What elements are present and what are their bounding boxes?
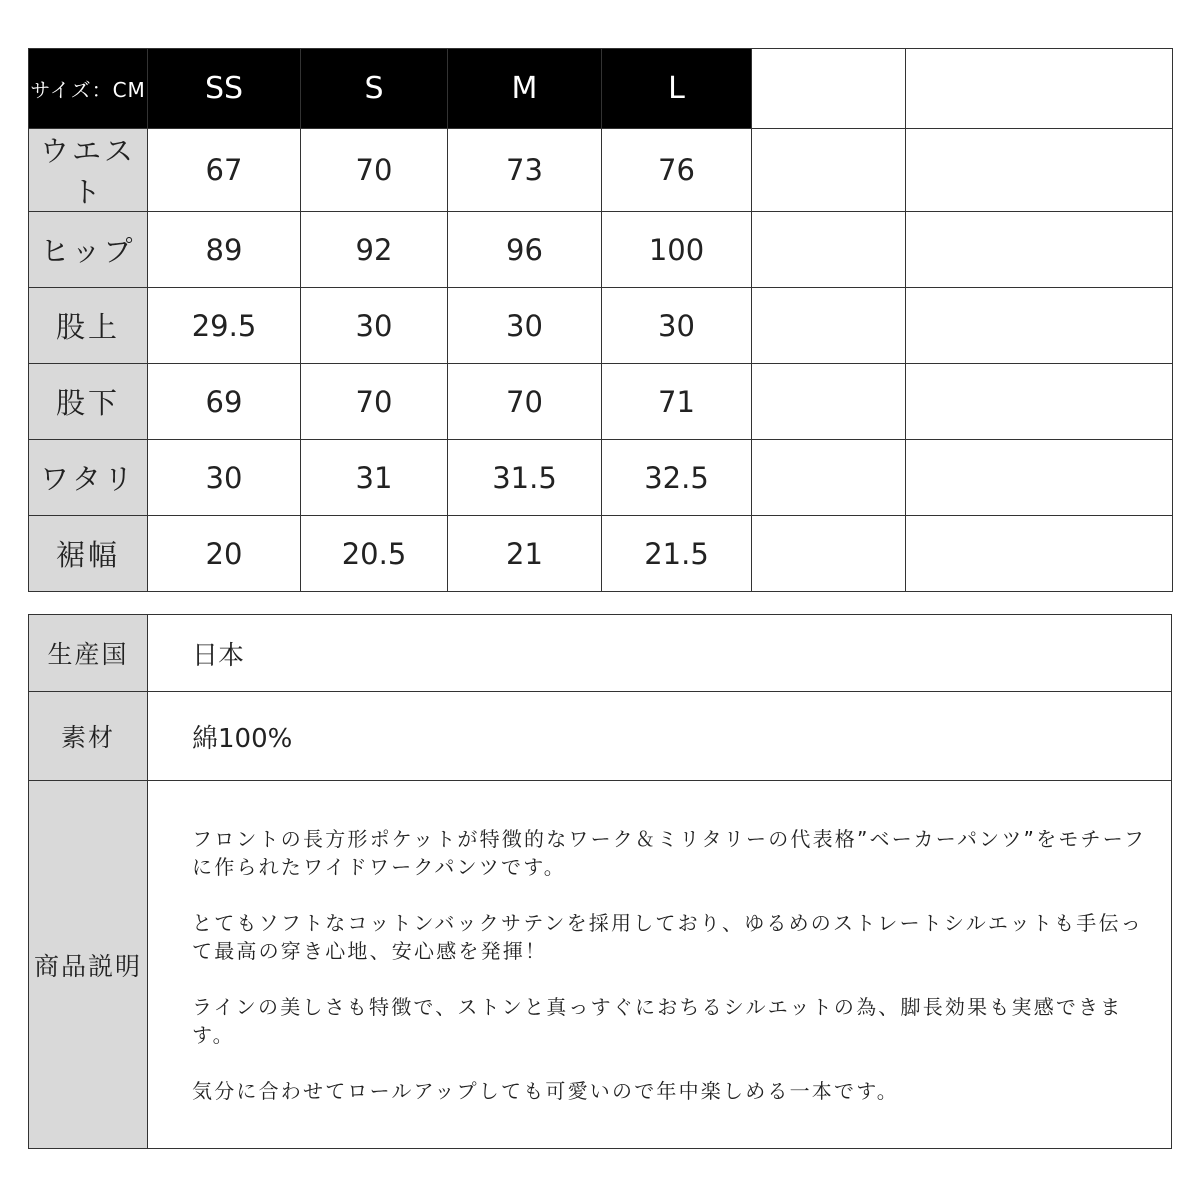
table-cell: 96 [448,212,602,288]
table-row [29,212,1173,288]
size-m-header: M [448,49,602,129]
origin-label: 生産国 [29,615,148,692]
row-label: 裾幅 [29,516,148,592]
table-row [29,288,1173,364]
table-cell: 20 [148,516,301,592]
table-cell: 31.5 [448,440,602,516]
empty-cell [906,288,1173,364]
size-header-row [29,49,1173,129]
origin-row [29,615,1172,692]
row-label: ヒップ [29,212,148,288]
table-cell: 76 [602,129,752,212]
table-cell: 30 [602,288,752,364]
empty-cell [752,212,906,288]
description-label: 商品説明 [29,781,148,1149]
table-cell: 30 [301,288,448,364]
row-label: 股上 [29,288,148,364]
row-label: ウエスト [29,129,148,212]
table-cell: 67 [148,129,301,212]
table-cell: 70 [448,364,602,440]
row-label: ワタリ [29,440,148,516]
empty-cell [752,129,906,212]
description-paragraph: 気分に合わせてロールアップしても可愛いので年中楽しめる一本です。 [192,1078,899,1103]
empty-cell [906,516,1173,592]
description-text [148,781,1172,1149]
empty-cell [906,364,1173,440]
material-label: 素材 [29,692,148,781]
description-paragraph: フロントの長方形ポケットが特徴的なワーク＆ミリタリーの代表格”ベーカーパンツ”をモチーフに作られたワイドワークパンツです。 [192,826,1147,879]
empty-cell [906,49,1173,129]
description-paragraph: ラインの美しさも特徴で、ストンと真っすぐにおちるシルエットの為、脚長効果も実感できます。 [192,994,1123,1047]
table-row [29,440,1173,516]
table-cell: 71 [602,364,752,440]
table-cell: 70 [301,129,448,212]
size-ss-header: SS [148,49,301,129]
size-chart-table [28,48,1173,592]
table-cell: 29.5 [148,288,301,364]
table-cell: 21 [448,516,602,592]
empty-cell [752,288,906,364]
description-row [29,781,1172,1149]
size-l-header: L [602,49,752,129]
table-row [29,364,1173,440]
table-cell: 69 [148,364,301,440]
empty-cell [752,516,906,592]
table-cell: 92 [301,212,448,288]
table-cell: 20.5 [301,516,448,592]
empty-cell [906,440,1173,516]
table-cell: 100 [602,212,752,288]
table-cell: 32.5 [602,440,752,516]
material-row [29,692,1172,781]
table-cell: 21.5 [602,516,752,592]
origin-value: 日本 [148,615,1172,692]
size-s-header: S [301,49,448,129]
empty-cell [752,364,906,440]
table-cell: 70 [301,364,448,440]
empty-cell [906,129,1173,212]
material-value: 綿100% [148,692,1172,781]
table-cell: 73 [448,129,602,212]
table-cell: 30 [148,440,301,516]
description-paragraph: とてもソフトなコットンバックサテンを採用しており、ゆるめのストレートシルエットも手伝って最高の穿き心地、安心感を発揮！ [192,910,1143,963]
size-unit-label: サイズ：CM [29,49,148,129]
empty-cell [752,49,906,129]
empty-cell [906,212,1173,288]
table-cell: 30 [448,288,602,364]
product-info-table [28,614,1172,1149]
row-label: 股下 [29,364,148,440]
table-cell: 31 [301,440,448,516]
table-row [29,129,1173,212]
table-row [29,516,1173,592]
table-cell: 89 [148,212,301,288]
empty-cell [752,440,906,516]
